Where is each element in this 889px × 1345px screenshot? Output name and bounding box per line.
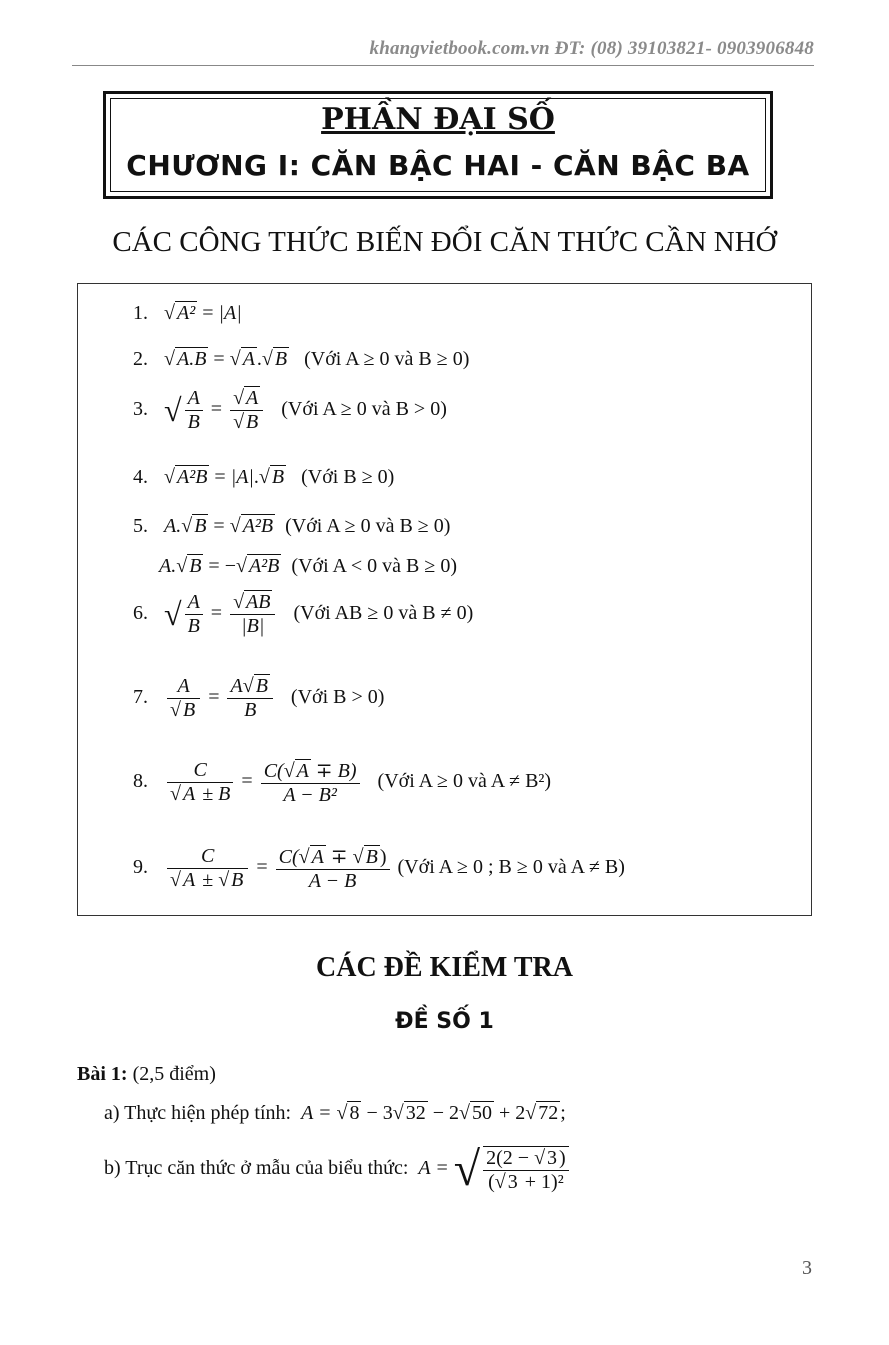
page-number: 3	[802, 1257, 812, 1279]
title-box	[103, 91, 773, 199]
header-divider	[72, 65, 814, 66]
formula-number: 1.	[133, 302, 148, 324]
exercise-1-title: Bài 1: (2,5 điểm)	[77, 1063, 216, 1085]
page-header: khangvietbook.com.vn ĐT: (08) 39103821- 0903906848	[369, 38, 814, 59]
formula-condition: (Với A ≥ 0 và A ≠ B²)	[377, 770, 552, 793]
formula-7: 7. $\frac{A}{√ B}$ = $\frac{A√ B}{B}$ (Với B > 0)	[133, 675, 385, 721]
formula-condition: (Với A ≥ 0 và B ≥ 0)	[285, 515, 451, 537]
formula-condition: (Với B > 0)	[290, 686, 385, 709]
formula-condition: (Với B ≥ 0)	[301, 466, 395, 488]
formulas-heading: CÁC CÔNG THỨC BIẾN ĐỔI CĂN THỨC CẦN NHỚ	[112, 226, 777, 258]
sqrt-symbol: √ A²	[164, 302, 196, 324]
tests-heading: CÁC ĐỀ KIỂM TRA	[316, 952, 573, 983]
test-number: ĐỀ SỐ 1	[395, 1009, 494, 1034]
chapter-title: CHƯƠNG I: CĂN BẬC HAI - CĂN BẬC BA	[126, 149, 750, 182]
formula-2: 2. √ A.B = √ A .√ B (Với A ≥ 0 và B ≥ 0)	[133, 348, 470, 370]
formula-4: 4. √ A²B = |A|.√ B (Với B ≥ 0)	[133, 466, 395, 488]
formula-3: 3. √ $\frac{A}{B}$ = $\frac{√ A}{√ B}$ (Với A ≥ 0 và B > 0)	[133, 387, 447, 433]
formula-condition: (Với A ≥ 0 và B > 0)	[281, 398, 447, 421]
formula-8: 8. $\frac{C}{√ A \pm B}$ = $\frac{C(√ A \mp B)}{\text{A − B²}}$ (Với A ≥ 0 và A ≠ B²)	[133, 759, 552, 806]
formula-5a: 5. A.√ B = √ A²B (Với A ≥ 0 và B ≥ 0)	[133, 515, 451, 537]
formula-1: 1. √ A² = |A|	[133, 302, 242, 324]
formula-box	[77, 283, 812, 916]
exercise-1-part-a: a) Thực hiện phép tính: A = √ 8 − 3√ 32 − 2√ 50 + 2√ 72 ;	[104, 1102, 566, 1124]
formula-5b: A.√ B = −√ A²B (Với A < 0 và B ≥ 0)	[159, 555, 458, 577]
formula-condition: (Với A < 0 và B ≥ 0)	[291, 555, 458, 577]
exercise-1-part-b: b) Trục căn thức ở mẫu của biểu thức: A = √ $\frac{2(2 - √ 3 )}{\text{(√ 3 + 1)²}}$	[104, 1142, 572, 1197]
formula-6: 6. √ $\frac{A}{B}$ = $\frac{√ AB}{|B|}$ (Với AB ≥ 0 và B ≠ 0)	[133, 591, 474, 637]
part-title: PHẦN ĐẠI SỐ	[321, 102, 555, 137]
formula-condition: (Với A ≥ 0 ; B ≥ 0 và A ≠ B)	[397, 856, 625, 879]
formula-9: 9. $\frac{C}{√ A \pm √ B}$ = $\frac{C(√ A \mp √ B )}{A - B}$ (Với A ≥ 0 ; B ≥ 0 và A ≠ B)	[133, 845, 625, 892]
formula-condition: (Với AB ≥ 0 và B ≠ 0)	[293, 602, 474, 625]
formula-condition: (Với A ≥ 0 và B ≥ 0)	[304, 348, 470, 370]
